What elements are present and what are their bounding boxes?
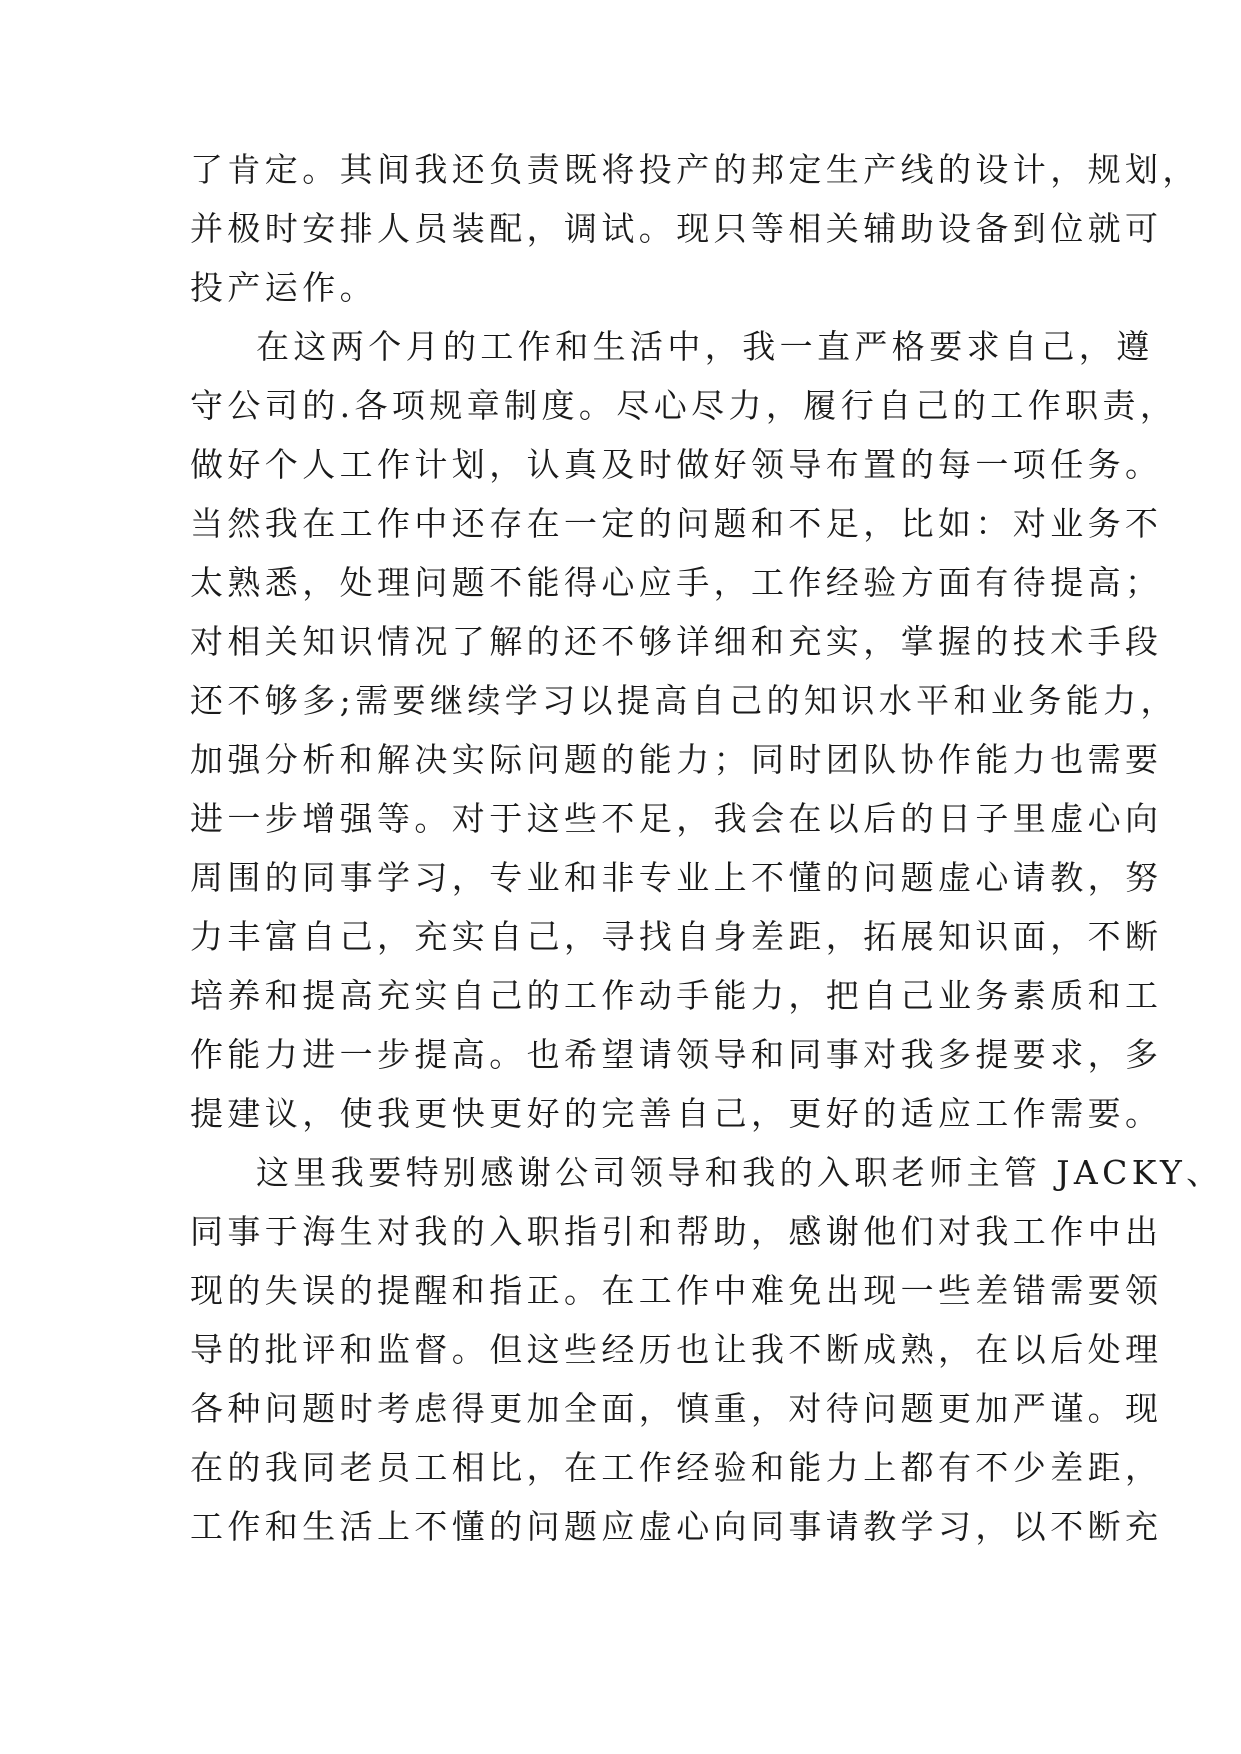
text-line: 各种问题时考虑得更加全面，慎重，对待问题更加严谨。现 xyxy=(190,1389,1163,1428)
text-line: 周围的同事学习，专业和非专业上不懂的问题虚心请教，努 xyxy=(190,858,1163,897)
text-line: 还不够多;需要继续学习以提高自己的知识水平和业务能力， xyxy=(190,681,1178,720)
text-line: 并极时安排人员装配，调试。现只等相关辅助设备到位就可 xyxy=(190,209,1163,248)
text-line: 同事于海生对我的入职指引和帮助，感谢他们对我工作中出 xyxy=(190,1212,1163,1251)
text-line: 当然我在工作中还存在一定的问题和不足，比如：对业务不 xyxy=(190,504,1163,543)
text-line: 力丰富自己，充实自己，寻找自身差距，拓展知识面，不断 xyxy=(190,917,1163,956)
text-line: 投产运作。 xyxy=(190,268,377,307)
text-line: 加强分析和解决实际问题的能力；同时团队协作能力也需要 xyxy=(190,740,1163,779)
text-line: 做好个人工作计划，认真及时做好领导布置的每一项任务。 xyxy=(190,445,1163,484)
text-line: 提建议，使我更快更好的完善自己，更好的适应工作需要。 xyxy=(190,1094,1163,1133)
text-line: 这里我要特别感谢公司领导和我的入职老师主管 JACKY、 xyxy=(256,1153,1224,1192)
text-line: 在的我同老员工相比，在工作经验和能力上都有不少差距， xyxy=(190,1448,1163,1487)
text-line: 现的失误的提醒和指正。在工作中难免出现一些差错需要领 xyxy=(190,1271,1163,1310)
text-line: 对相关知识情况了解的还不够详细和充实，掌握的技术手段 xyxy=(190,622,1163,661)
text-line: 了肯定。其间我还负责既将投产的邦定生产线的设计，规划， xyxy=(190,150,1200,189)
text-line: 在这两个月的工作和生活中，我一直严格要求自己，遵 xyxy=(256,327,1154,366)
document-body xyxy=(190,140,1224,1556)
text-line: 培养和提高充实自己的工作动手能力，把自己业务素质和工 xyxy=(190,976,1163,1015)
text-line: 工作和生活上不懂的问题应虚心向同事请教学习，以不断充 xyxy=(190,1507,1163,1546)
text-line: 作能力进一步提高。也希望请领导和同事对我多提要求，多 xyxy=(190,1035,1163,1074)
text-line: 太熟悉，处理问题不能得心应手，工作经验方面有待提高； xyxy=(190,563,1163,602)
text-line: 进一步增强等。对于这些不足，我会在以后的日子里虚心向 xyxy=(190,799,1163,838)
text-line: 守公司的.各项规章制度。尽心尽力，履行自己的工作职责， xyxy=(190,386,1178,425)
text-line: 导的批评和监督。但这些经历也让我不断成熟，在以后处理 xyxy=(190,1330,1163,1369)
